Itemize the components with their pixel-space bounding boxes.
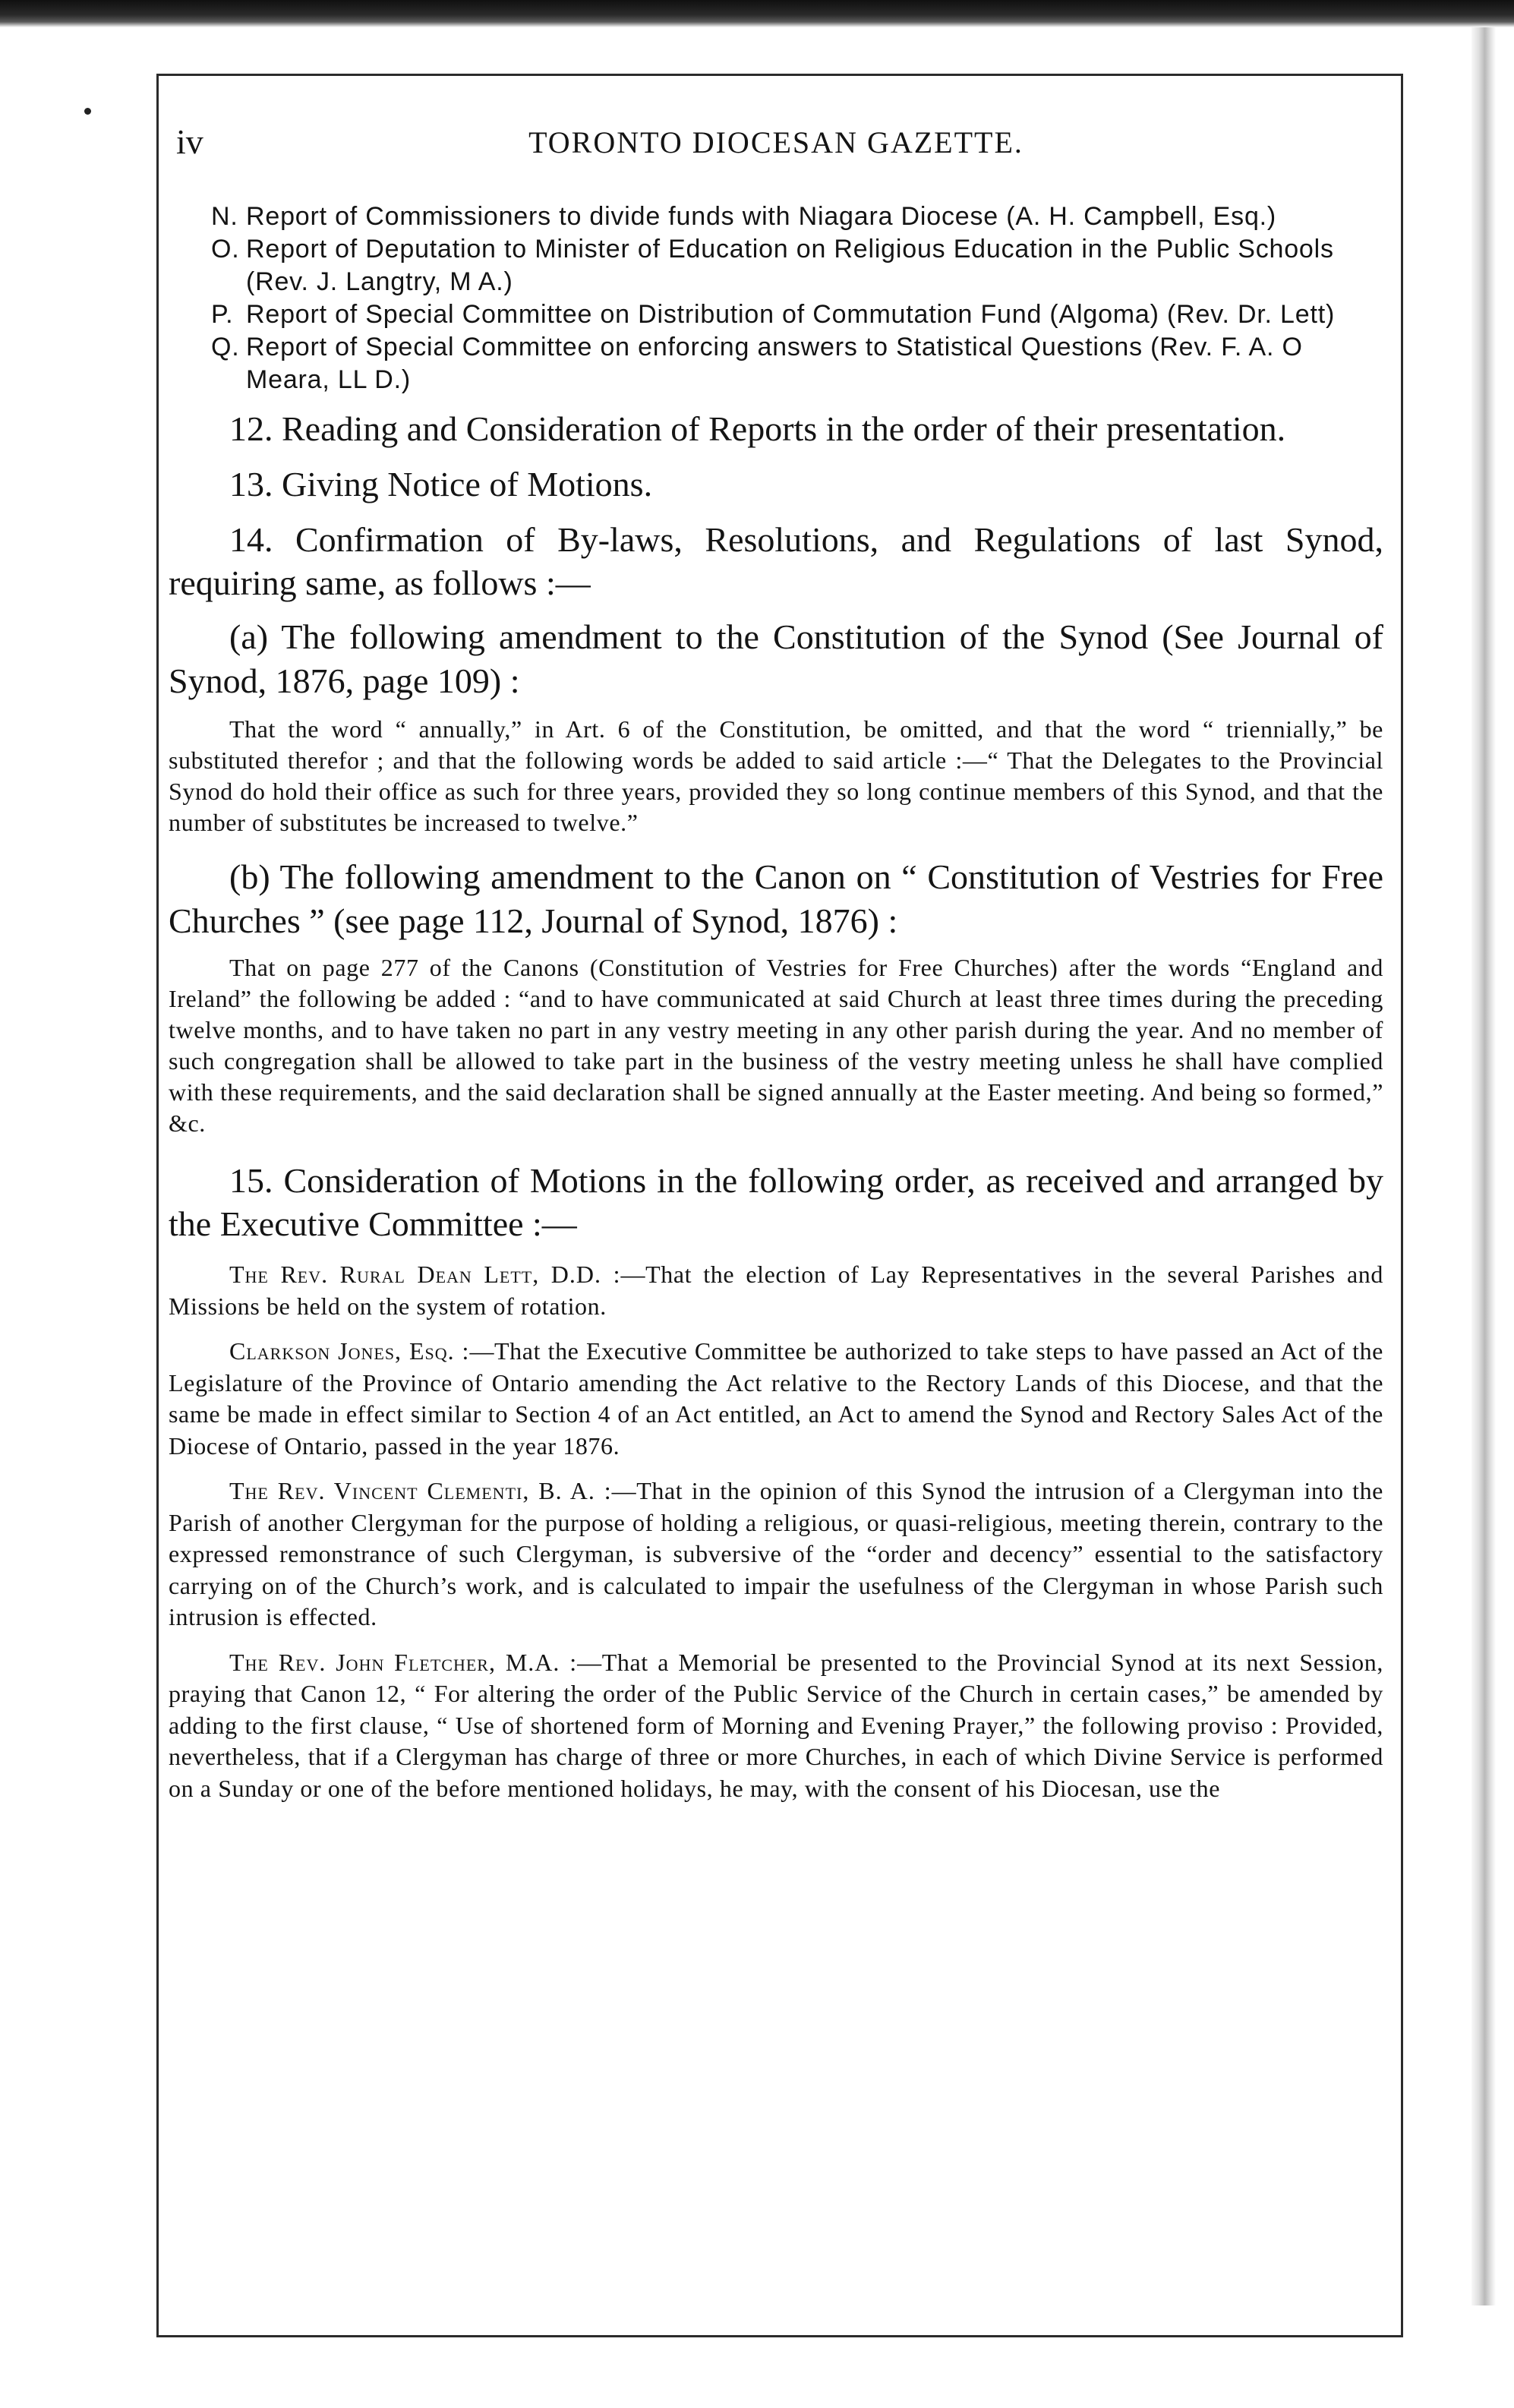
amendment-b-heading: (b) The following amendment to the Canon on “ Constitution of Vestries for Free Churches ” (see page 112, Journal of Synod, 1876) : <box>169 857 1383 940</box>
motion-item <box>169 1336 1383 1462</box>
report-letter: N. <box>211 202 238 231</box>
reports-list <box>169 200 1383 396</box>
page-number: iv <box>176 122 203 161</box>
amendment-a-heading: (a) The following amendment to the Constitution of the Synod (See Journal of Synod, 1876, page 109) : <box>169 617 1383 700</box>
agenda-item-15: 15. Consideration of Motions in the following order, as received and arranged by the Executive Committee :— <box>169 1161 1383 1243</box>
report-item-o <box>169 233 1383 298</box>
page-border-left <box>156 76 159 2335</box>
motion-item <box>169 1475 1383 1633</box>
page-header <box>169 114 1383 182</box>
motion-text: —That in the opinion of this Synod the intrusion of a Clergyman into the Parish of another Clergyman for the purpose of holding a religious, or quasi-religious, meeting therein, contrary to the expressed remonstrance of such Clergyman, is subversive of the “order and decency” essential to the satisfactory carrying on of the Church’s work, and is calculated to impair the usefulness of the Clergyman in whose Parish such intrusion is effected. <box>169 1477 1383 1630</box>
report-text: Report of Special Committee on enforcing answers to Statistical Questions (Rev. F. A. O Meara, LL D.) <box>246 333 1303 394</box>
motion-mover: The Rev. Vincent Clementi, B. A. : <box>229 1477 612 1504</box>
scan-top-edge <box>0 0 1514 27</box>
motion-item <box>169 1259 1383 1322</box>
page-body <box>169 114 1383 1804</box>
report-letter: P. <box>211 300 234 329</box>
amendment-a-text: That the word “ annually,” in Art. 6 of the Constitution, be omitted, and that the word “ triennially,” be substituted therefor ; and that the following words be added to said article :—“ That the Delegates to the Provincial Synod do hold their office as such for three years, provided they so long continue members of this Synod, and that the number of substitutes be increased to twelve.” <box>169 715 1383 836</box>
report-item-q <box>169 331 1383 396</box>
motion-text: —That the election of Lay Representatives in the several Parishes and Missions be held on the system of rotation. <box>169 1261 1383 1320</box>
agenda-item-14: 14. Confirmation of By-laws, Resolutions, and Regulations of last Synod, requiring same, as follows :— <box>169 520 1383 602</box>
scan-speck <box>84 108 91 115</box>
report-letter: O. <box>211 235 240 264</box>
report-text: Report of Deputation to Minister of Education on Religious Education in the Public Schools (Rev. J. Langtry, M A.) <box>246 235 1334 296</box>
motion-text: —That the Executive Committee be authorized to take steps to have passed an Act of the Legislature of the Province of Ontario amending the Act relative to the Rectory Lands of this Diocese, and that the same be made in effect similar to Section 4 of an Act entitled, an Act to amend the Synod and Rectory Sales Act of the Diocese of Ontario, passed in the year 1876. <box>169 1337 1383 1460</box>
motion-item <box>169 1647 1383 1805</box>
report-text: Report of Special Committee on Distribution of Commutation Fund (Algoma) (Rev. Dr. Lett) <box>246 300 1336 329</box>
scan-right-edge <box>1471 27 1496 2305</box>
motion-text: —That a Memorial be presented to the Provincial Synod at its next Session, praying that Canon 12, “ For altering the order of the Public Service of the Church in certain cases,” be amended by adding to the first clause, “ Use of shortened form of Morning and Evening Prayer,” the following proviso : Provided, nevertheless, that if a Clergyman has charge of three or more Churches, in each of which Divine Service is performed on a Sunday or one of the before mentioned holidays, he may, with the consent of his Diocesan, use the <box>169 1648 1383 1802</box>
report-item-n <box>169 200 1383 233</box>
agenda-item-13: 13. Giving Notice of Motions. <box>229 465 653 503</box>
agenda-item-12: 12. Reading and Consideration of Reports in the order of their presentation. <box>229 409 1286 448</box>
amendment-b-text: That on page 277 of the Canons (Constitution of Vestries for Free Churches) after the words “England and Ireland” the following be added : “and to have communicated at said Church at least three times during the preceding twelve months, and to have taken no part in any vestry meeting in any other parish during the year. And no member of such congregation shall be allowed to take part in the business of the vestry meeting unless he shall have complied with these requirements, and the said declaration shall be signed annually at the Easter meeting. And being so formed,” &c. <box>169 954 1383 1137</box>
motion-mover: Clarkson Jones, Esq. : <box>229 1337 470 1365</box>
page-border-bottom <box>156 2335 1403 2337</box>
page-border-right <box>1401 76 1403 2335</box>
motion-mover: The Rev. Rural Dean Lett, D.D. : <box>229 1261 621 1288</box>
report-item-p <box>169 298 1383 331</box>
report-letter: Q. <box>211 333 240 361</box>
report-text: Report of Commissioners to divide funds with Niagara Diocese (A. H. Campbell, Esq.) <box>246 202 1277 231</box>
motion-mover: The Rev. John Fletcher, M.A. : <box>229 1648 578 1676</box>
running-head: TORONTO DIOCESAN GAZETTE. <box>528 125 1024 159</box>
page-border-top <box>156 74 1403 76</box>
